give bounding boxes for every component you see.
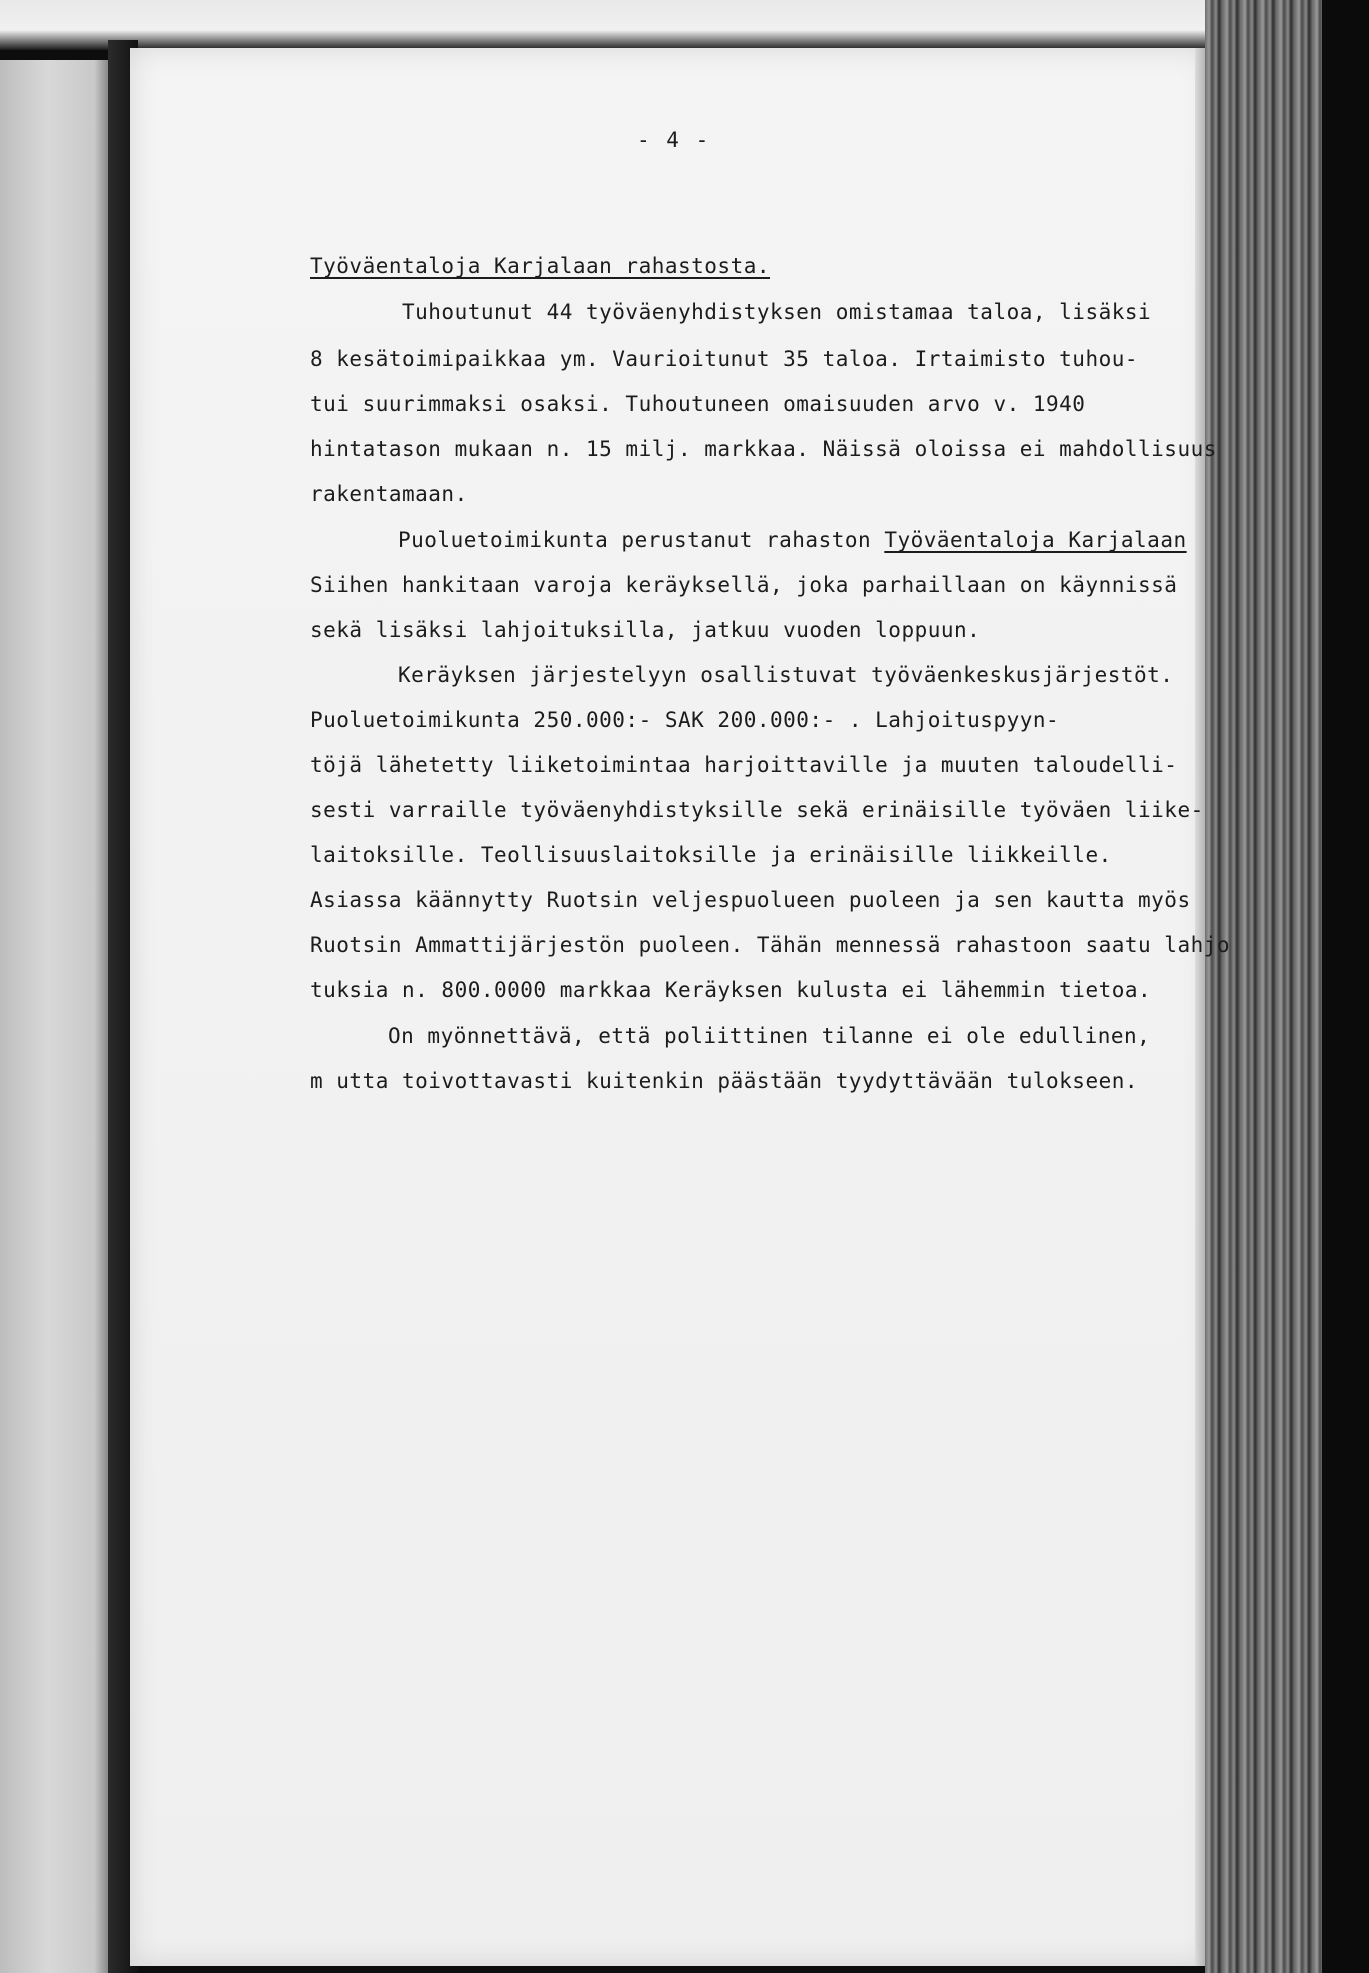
document-heading: Työväentaloja Karjalaan rahastosta. [310,254,771,278]
text-line: tuksia n. 800.0000 markkaa Keräyksen kulusta ei lähemmin tietoa. [310,978,1152,1002]
document-page [130,48,1210,1966]
text-line: Asiassa käännytty Ruotsin veljespuolueen puoleen ja sen kautta myös [310,888,1191,912]
text-line: tui suurimmaksi osaksi. Tuhoutuneen omaisuuden arvo v. 1940 [310,392,1086,416]
text-segment: Puoluetoimikunta perustanut rahaston [398,528,872,552]
text-line: On myönnettävä, että poliittinen tilanne ei ole edullinen, [388,1024,1151,1048]
text-line: sesti varraille työväenyhdistyksille sekä erinäisille työväen liike- [310,798,1204,822]
text-line: Tuhoutunut 44 työväenyhdistyksen omistamaa taloa, lisäksi [402,300,1152,324]
page-number: - 4 - [637,128,711,152]
previous-page-edge [0,60,118,1973]
text-line: laitoksille. Teollisuuslaitoksille ja erinäisille liikkeille. [310,843,1112,867]
text-line: Puoluetoimikunta 250.000:- SAK 200.000:- . Lahjoituspyyn- [310,708,1060,732]
scan-top-border [0,0,1369,50]
text-line [398,528,1187,552]
text-line: Siihen hankitaan varoja keräyksellä, joka parhaillaan on käynnissä [310,573,1178,597]
text-line: sekä lisäksi lahjoituksilla, jatkuu vuoden loppuun. [310,618,981,642]
text-line: hintatason mukaan n. 15 milj. markkaa. Näissä oloissa ei mahdollisuus [310,437,1217,461]
text-line: Ruotsin Ammattijärjestön puoleen. Tähän mennessä rahastoon saatu lahjo [310,933,1231,957]
text-line: töjä lähetetty liiketoimintaa harjoittaville ja muuten taloudelli- [310,753,1178,777]
scan-right-border [1322,0,1369,1973]
text-line: m utta toivottavasti kuitenkin päästään tyydyttävään tulokseen. [310,1069,1139,1093]
text-line: 8 kesätoimipaikkaa ym. Vaurioitunut 35 taloa. Irtaimisto tuhou- [310,347,1139,371]
text-line: rakentamaan. [310,482,468,506]
text-line: Keräyksen järjestelyyn osallistuvat työväenkeskusjärjestöt. [398,663,1174,687]
underlined-phrase: Työväentaloja Karjalaan [884,528,1187,552]
